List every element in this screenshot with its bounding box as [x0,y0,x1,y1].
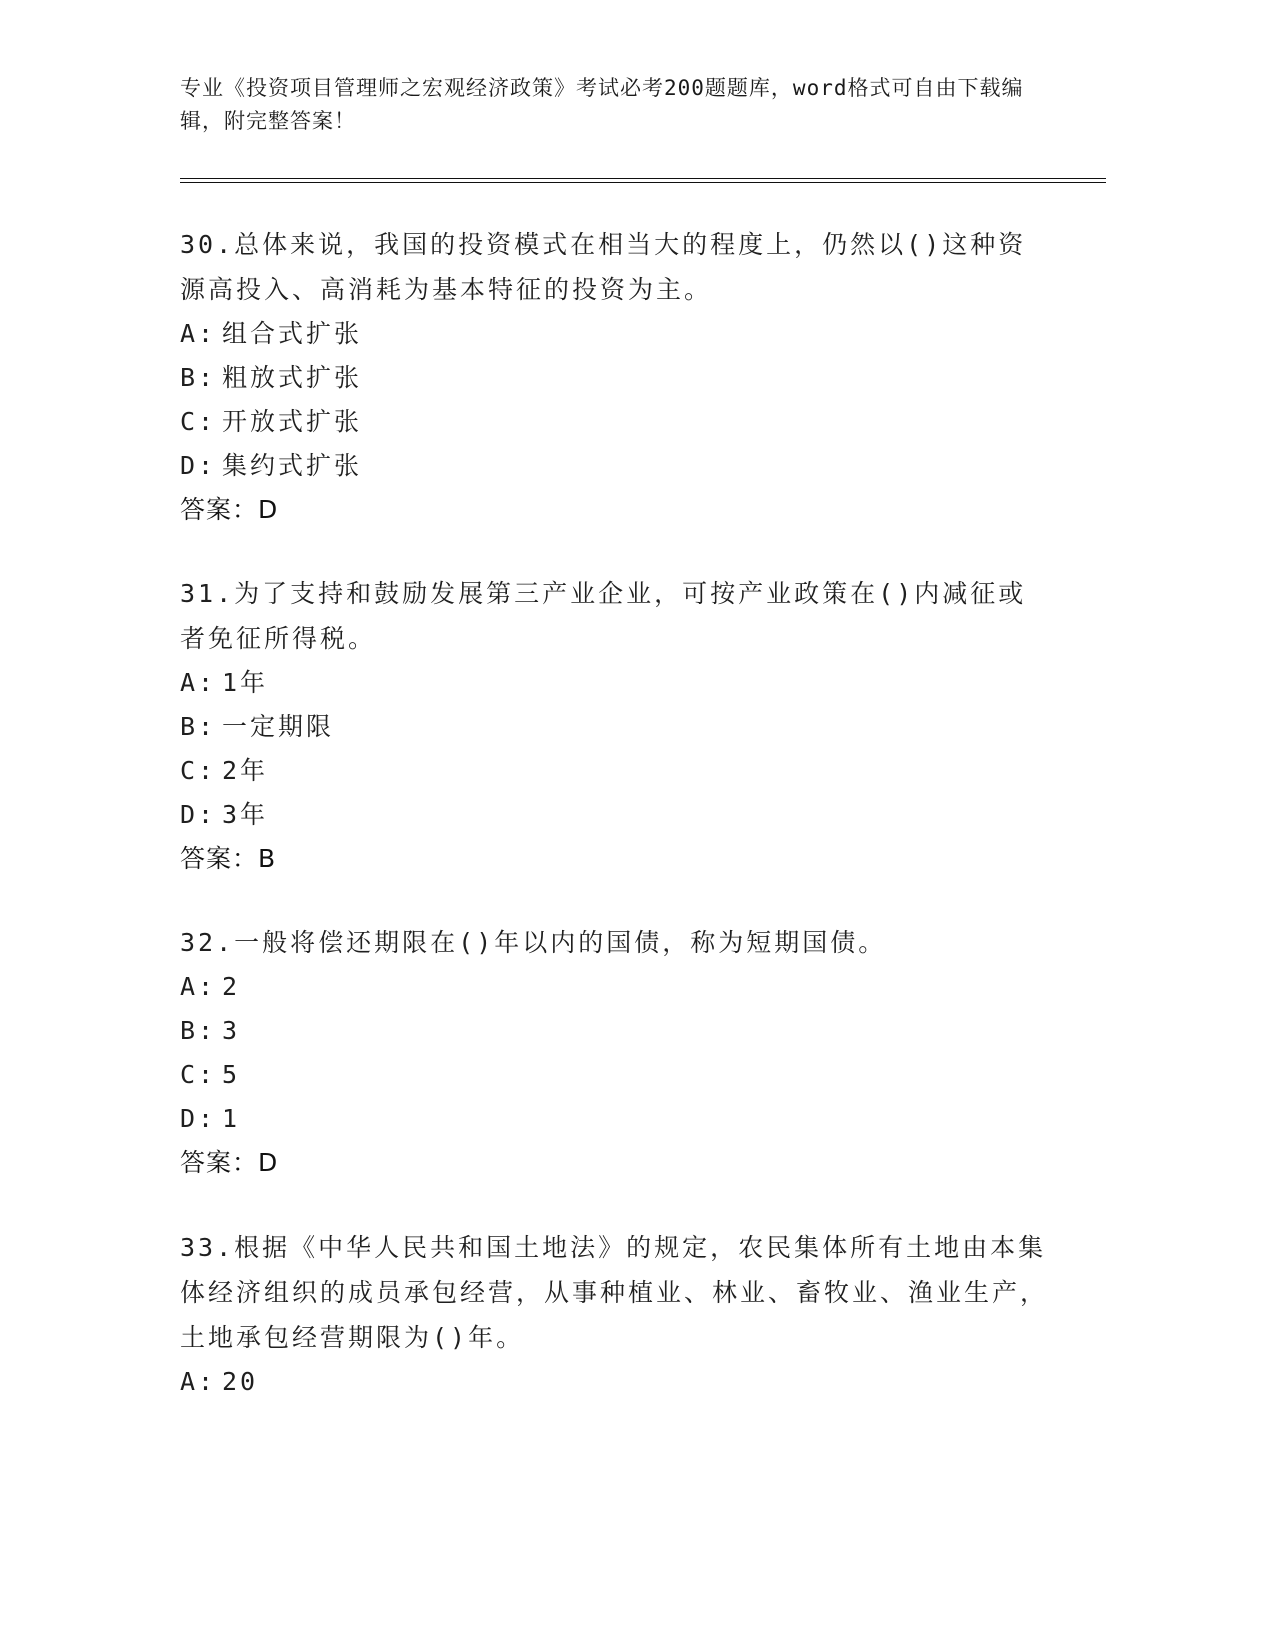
option-text: 2 [222,972,241,1001]
option-text: 集约式扩张 [222,451,363,480]
option-text: 20 [222,1367,259,1396]
option-text: 组合式扩张 [222,319,363,348]
answer-line: 答案：D [180,495,279,524]
rule-line-bottom [180,182,1106,183]
option-key: C: [180,407,217,436]
option-b [180,705,1050,749]
option-text: 粗放式扩张 [222,363,363,392]
option-a [180,661,1050,705]
question-block-33 [180,1225,1050,1404]
question-stem: 30.总体来说，我国的投资模式在相当大的程度上，仍然以()这种资源高投入、高消耗为基本特征的投资为主。 [180,230,1027,304]
answer-line: 答案：B [180,844,277,873]
option-d [180,793,1050,837]
option-key: D: [180,1104,217,1133]
question-block-31 [180,571,1050,881]
question-stem: 33.根据《中华人民共和国土地法》的规定，农民集体所有土地由本集体经济组织的成员承包经营，从事种植业、林业、畜牧业、渔业生产，土地承包经营期限为()年。 [180,1233,1049,1352]
option-text: 2年 [222,756,269,785]
answer-line: 答案：D [180,1148,279,1177]
option-text: 1年 [222,668,269,697]
option-key: D: [180,451,217,480]
option-a [180,965,1050,1009]
option-text: 一定期限 [222,712,335,741]
option-a [180,312,1050,356]
option-key: A: [180,972,217,1001]
option-key: C: [180,756,217,785]
option-b [180,356,1050,400]
option-c [180,1053,1050,1097]
option-key: C: [180,1060,217,1089]
option-key: B: [180,712,217,741]
header-text: 专业《投资项目管理师之宏观经济政策》考试必考200题题库，word格式可自由下载编辑，附完整答案！ [180,76,1024,133]
question-stem: 32.一般将偿还期限在()年以内的国债，称为短期国债。 [180,928,887,957]
option-c [180,749,1050,793]
question-block-32 [180,920,1050,1185]
option-key: A: [180,1367,217,1396]
rule-line-top [180,178,1106,179]
option-d [180,444,1050,488]
option-a [180,1360,1050,1404]
option-text: 5 [222,1060,241,1089]
option-text: 开放式扩张 [222,407,363,436]
question-stem: 31.为了支持和鼓励发展第三产业企业，可按产业政策在()内减征或者免征所得税。 [180,579,1027,653]
option-d [180,1097,1050,1141]
option-text: 3年 [222,800,269,829]
option-key: D: [180,800,217,829]
document-header [180,72,1050,138]
option-key: A: [180,668,217,697]
option-b [180,1009,1050,1053]
option-c [180,400,1050,444]
option-key: B: [180,363,217,392]
question-block-30 [180,222,1050,532]
double-rule-divider [180,178,1106,183]
option-text: 1 [222,1104,241,1133]
option-text: 3 [222,1016,241,1045]
option-key: A: [180,319,217,348]
option-key: B: [180,1016,217,1045]
